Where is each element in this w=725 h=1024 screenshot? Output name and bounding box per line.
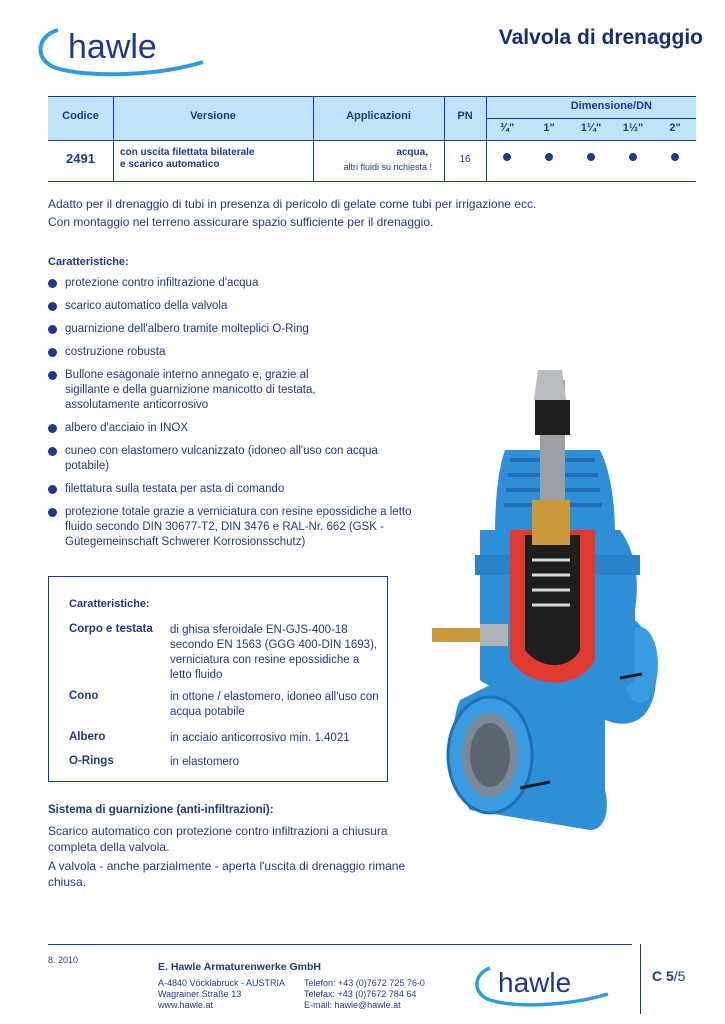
availability-dot: [503, 153, 511, 161]
spec-value-albero: in acciaio anticorrosivo min. 1.4021: [170, 732, 350, 744]
availability-dot: [671, 153, 679, 161]
spec-label-corpo: Corpo e testata: [69, 623, 153, 635]
sealing-title: Sistema di guarnizione (anti-infiltrazioni):: [48, 804, 274, 816]
list-item: cuneo con elastomero vulcanizzato (idoneo all'uso con acqua potabile): [48, 444, 408, 474]
footer-address: A-4840 Vöcklabruck - AUSTRIA Wagrainer Straße 13 www.hawle.at: [158, 978, 286, 1010]
header-applicazioni: Applicazioni: [346, 110, 411, 122]
footer-divider: [640, 944, 641, 1014]
row-applicazioni-main: acqua,: [396, 147, 428, 158]
features-title: Caratteristiche:: [48, 256, 129, 268]
list-item: protezione totale grazie a verniciatura con resine epossidiche a letto fluido secondo DIN 30677-T2, DIN 3476 e RAL-Nr. 662 (GSK - Gütegemeinschaft Schwerer Korrosionsschutz): [48, 505, 423, 550]
row-versione-line2: e scarico automatico: [120, 159, 220, 170]
intro-line2: Con montaggio nel terreno assicurare spazio sufficiente per il drenaggio.: [48, 215, 434, 229]
size-1-1-2: 1½": [622, 122, 644, 134]
row-codice: 2491: [66, 151, 95, 166]
list-item: guarnizione dell'albero tramite molteplici O-Ring: [48, 322, 428, 337]
size-3-4: ¾": [499, 122, 515, 134]
specs-box: [48, 576, 388, 782]
row-applicazioni-sub: altri fluidi su richiesta !: [343, 162, 432, 172]
hawle-logo: [28, 18, 218, 78]
intro-text: [48, 195, 668, 231]
size-2: 2": [669, 122, 681, 134]
spec-label-cono: Cono: [69, 690, 99, 702]
list-item: Bullone esagonale interno annegato e, grazie al sigillante e della guarnizione manicotto di testata, assolutamente anticorrosivo: [48, 368, 348, 413]
hawle-logo: [468, 958, 618, 1008]
product-table: [48, 96, 696, 182]
footer-divider: [48, 944, 632, 945]
list-item: filettatura sulla testata per asta di comando: [48, 482, 428, 497]
spec-label-orings: O-Rings: [69, 755, 114, 767]
list-item: albero d'acciaio in INOX: [48, 421, 428, 436]
header-dimensione: Dimensione/DN: [570, 100, 652, 112]
footer-contact: Telefon: +43 (0)7672 725 76-0 Telefax: +43 (0)7672 784 64 E-mail: hawle@hawle.at: [304, 978, 425, 1010]
spec-label-albero: Albero: [69, 731, 106, 743]
features-list: [48, 276, 428, 558]
header-pn: PN: [457, 110, 473, 122]
availability-dot: [629, 153, 637, 161]
intro-line1: Adatto per il drenaggio di tubi in presenza di pericolo di gelate come tubi per irrigazione ecc.: [48, 197, 537, 211]
list-item: scarico automatico della valvola: [48, 299, 428, 314]
sealing-para1: Scarico automatico con protezione contro infiltrazioni a chiusura completa della valvola.: [48, 824, 388, 854]
sealing-para2: A valvola - anche parzialmente - aperta l'uscita di drenaggio rimane chiusa.: [48, 859, 406, 889]
spec-value-cono: in ottone / elastomero, idoneo all'uso con acqua potabile: [170, 691, 379, 718]
page-number: C 5/5: [652, 968, 686, 984]
footer-website[interactable]: www.hawle.at: [158, 1000, 214, 1010]
spec-value-corpo: di ghisa sferoidale EN-GJS-400-18 secondo EN 1563 (GGG 400-DIN 1693), verniciatura con resine epossidiche a letto fluido: [170, 624, 378, 681]
size-1: 1": [543, 122, 555, 134]
logo-text: hawle: [68, 28, 157, 66]
row-versione-line1: con uscita filettata bilaterale: [120, 147, 255, 158]
size-1-1-4: 1¼": [580, 122, 602, 134]
logo-text: hawle: [498, 967, 572, 998]
availability-dot: [587, 153, 595, 161]
header-codice: Codice: [62, 110, 99, 122]
footer-email[interactable]: E-mail: hawle@hawle.at: [304, 1000, 401, 1010]
availability-dot: [545, 153, 553, 161]
footer-date: 8. 2010: [48, 955, 79, 965]
page-title: Valvola di drenaggio: [498, 26, 703, 49]
valve-illustration: [420, 360, 670, 850]
row-pn: 16: [459, 154, 471, 165]
footer-company: E. Hawle Armaturenwerke GmbH: [158, 961, 321, 973]
header-versione: Versione: [190, 110, 236, 122]
list-item: protezione contro infiltrazione d'acqua: [48, 276, 428, 291]
spec-value-orings: in elastomero: [170, 756, 240, 768]
specs-title: Caratteristiche:: [69, 598, 150, 610]
list-item: costruzione robusta: [48, 345, 428, 360]
